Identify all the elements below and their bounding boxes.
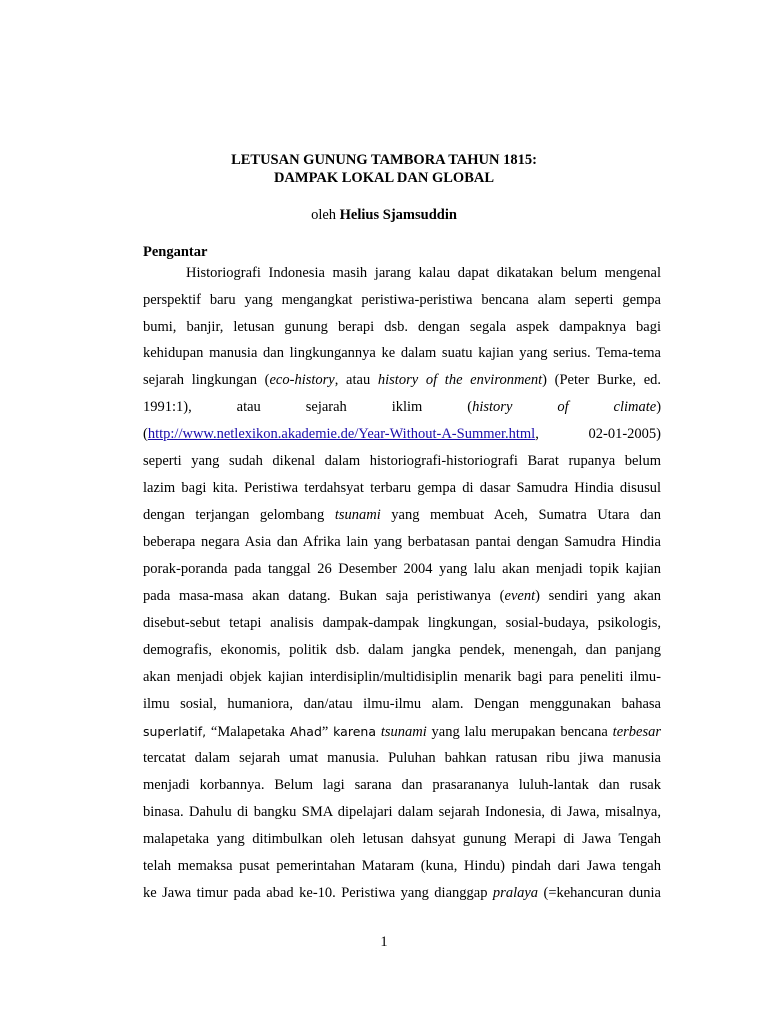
body-line: lazim bagi kita. Peristiwa terdahsyat terbaru gempa di dasar Samudra Hindia disusul (143, 480, 661, 496)
body-line: telah memaksa pusat pemerintahan Mataram (kuna, Hindu) pindah dari Jawa tengah (143, 858, 661, 874)
body-line: tercatat dalam sejarah umat manusia. Puluhan bahkan ratusan ribu jiwa manusia (143, 750, 661, 766)
body-line: akan menjadi objek kajian interdisiplin/multidisiplin menarik bagi para peneliti ilmu- (143, 669, 661, 685)
body-line: kehidupan manusia dan lingkungannya ke dalam suatu kajian yang serius. Tema-tema (143, 345, 661, 361)
body-line: ke Jawa timur pada abad ke-10. Peristiwa yang dianggap pralaya (=kehancuran dunia (143, 885, 661, 901)
body-line: ilmu sosial, humaniora, dan/atau ilmu-ilmu alam. Dengan menggunakan bahasa (143, 696, 661, 712)
body-line: bumi, banjir, letusan gunung berapi dsb. dengan segala aspek dampaknya bagi (143, 319, 661, 335)
title-line-2: DAMPAK LOKAL DAN GLOBAL (273, 170, 495, 186)
page-number: 1 (380, 934, 388, 950)
byline-prefix: oleh (311, 207, 337, 223)
body-line: perspektif baru yang mengangkat peristiwa-peristiwa bencana alam seperti gempa (143, 292, 661, 308)
body-line: beberapa negara Asia dan Afrika lain yang berbatasan pantai dengan Samudra Hindia (143, 534, 661, 550)
body-line: sejarah lingkungan (eco-history, atau history of the environment) (Peter Burke, ed. (143, 372, 662, 388)
author-name: Helius Sjamsuddin (339, 207, 457, 223)
body-line: demografis, ekonomis, politik dsb. dalam jangka pendek, menengah, dan panjang (143, 642, 661, 658)
body-line: seperti yang sudah dikenal dalam historiografi-historiografi Barat rupanya belum (143, 453, 661, 469)
body-line: superlatif, “Malapetaka Ahad” karena tsunami yang lalu merupakan bencana terbesar (143, 724, 662, 740)
section-heading: Pengantar (143, 244, 208, 260)
body-line: pada masa-masa akan datang. Bukan saja peristiwanya (event) sendiri yang akan (143, 588, 661, 604)
body-line: menjadi korbannya. Belum lagi sarana dan prasarananya luluh-lantak dan rusak (143, 777, 661, 793)
byline (0, 207, 768, 224)
body-line: (http://www.netlexikon.akademie.de/Year-Without-A-Summer.html, 02-01-2005) (143, 426, 661, 442)
body-line: 1991:1), atau sejarah iklim (history of climate) (143, 399, 662, 415)
body-line: porak-poranda pada tanggal 26 Desember 2004 yang lalu akan menjadi topik kajian (143, 561, 661, 577)
body-line: Historiografi Indonesia masih jarang kalau dapat dikatakan belum mengenal (186, 265, 661, 281)
body-line: binasa. Dahulu di bangku SMA dipelajari dalam sejarah Indonesia, di Jawa, misalnya, (143, 804, 661, 820)
body-line: disebut-sebut tetapi analisis dampak-dampak lingkungan, sosial-budaya, psikologis, (143, 615, 661, 631)
body-line: malapetaka yang ditimbulkan oleh letusan dahsyat gunung Merapi di Jawa Tengah (143, 831, 661, 847)
body-line: dengan terjangan gelombang tsunami yang membuat Aceh, Sumatra Utara dan (143, 507, 661, 523)
reference-link[interactable]: http://www.netlexikon.akademie.de/Year-Without-A-Summer.html (147, 426, 536, 442)
title-line-1: LETUSAN GUNUNG TAMBORA TAHUN 1815: (231, 152, 537, 168)
